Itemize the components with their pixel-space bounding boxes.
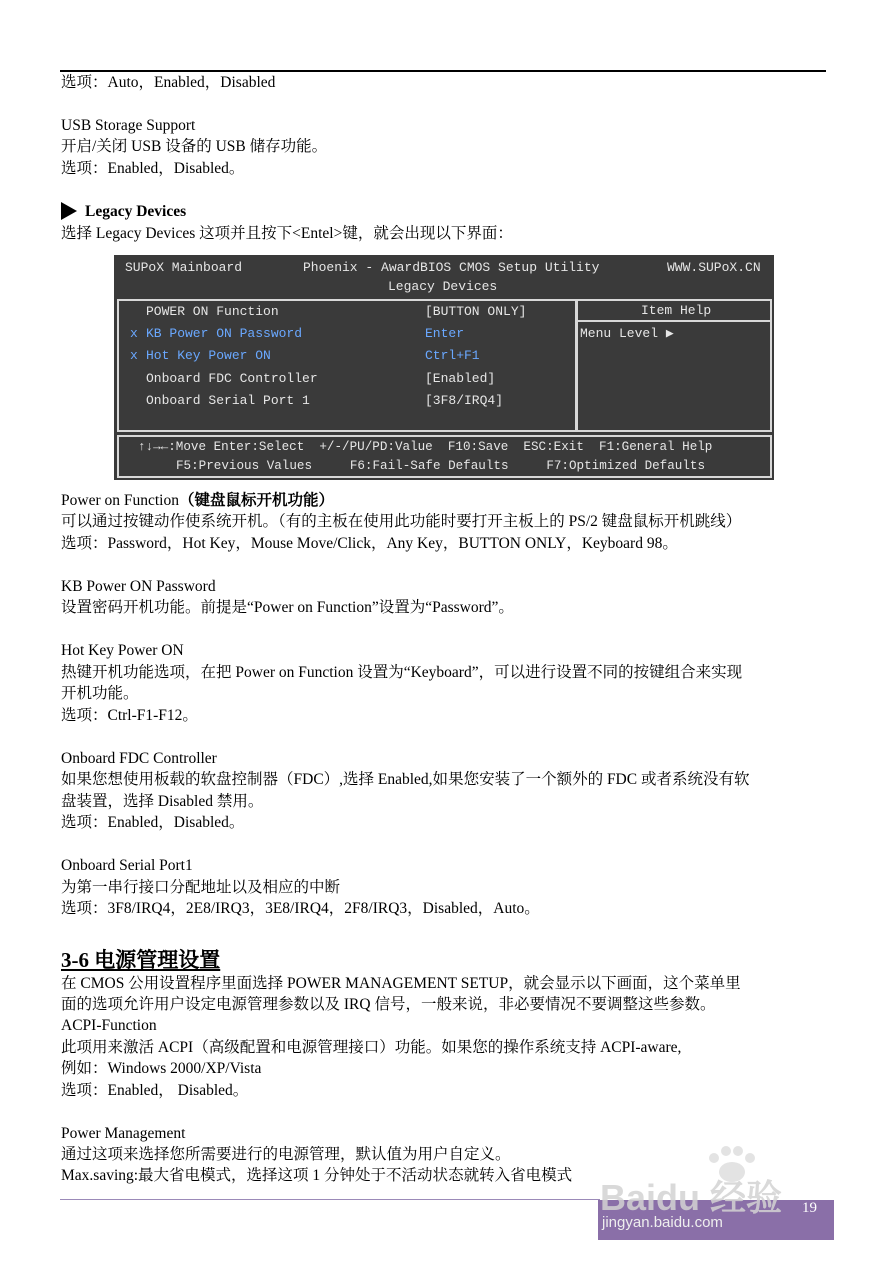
item-title: Onboard FDC Controller — [61, 750, 217, 767]
item-title — [61, 491, 334, 511]
bios-item-kb-power-on-password: KB Power ON Password — [146, 326, 303, 341]
page-number: 19 — [802, 1200, 817, 1216]
bios-footer-keys: ↑↓→←:Move Enter:Select +/-/PU/PD:Value F10:Save ESC:Exit F1:General Help — [138, 440, 713, 454]
bios-item-value[interactable]: [Enabled] — [425, 371, 496, 386]
menu-level-text: Menu Level — [580, 326, 659, 341]
power-on-title: Power on Function — [61, 492, 179, 509]
bios-item-power-on-function[interactable]: POWER ON Function — [146, 304, 279, 319]
paragraph-line: 在 CMOS 公用设置程序里面选择 POWER MANAGEMENT SETUP，就会显示以下画面，这个菜单里 — [61, 975, 741, 992]
bios-brand: SUPoX Mainboard — [125, 260, 243, 275]
item-title: USB Storage Support — [61, 117, 196, 134]
paragraph-line: 开启/关闭 USB 设备的 USB 储存功能。 — [61, 138, 328, 155]
options-line: 选项：3F8/IRQ4，2E8/IRQ3，3E8/IRQ4，2F8/IRQ3，Disabled，Auto。 — [61, 900, 540, 917]
legacy-devices-heading — [61, 202, 186, 222]
bios-item-marker: x — [130, 326, 138, 341]
bios-item-value[interactable]: [BUTTON ONLY] — [425, 304, 527, 319]
bios-item-onboard-fdc[interactable]: Onboard FDC Controller — [146, 371, 318, 386]
paragraph-line: 可以通过按键动作使系统开机。（有的主板在使用此功能时要打开主板上的 PS/2 键盘鼠标开机跳线） — [61, 513, 742, 530]
item-title: Onboard Serial Port1 — [61, 857, 193, 874]
help-title: Item Help — [641, 303, 712, 318]
bullet-arrow-icon — [61, 202, 77, 220]
bios-footer-defaults: F5:Previous Values F6:Fail-Safe Defaults F7:Optimized Defaults — [176, 459, 706, 473]
watermark-logo: Baidu 经验 — [600, 1177, 783, 1218]
section-title: 3-6 电源管理设置 — [61, 948, 221, 972]
options-line: 选项：Auto，Enabled，Disabled — [61, 74, 276, 91]
power-on-title-cn: （键盘鼠标开机功能） — [178, 492, 334, 509]
top-rule — [60, 70, 826, 72]
options-line: 选项：Enabled，Disabled。 — [61, 160, 245, 177]
paragraph-line: 盘装置，选择 Disabled 禁用。 — [61, 793, 264, 810]
paragraph-line: 如果您想使用板载的软盘控制器（FDC）,选择 Enabled,如果您安装了一个额外的 FDC 或者系统没有软 — [61, 771, 750, 788]
bios-item-value[interactable]: [3F8/IRQ4] — [425, 393, 504, 408]
paragraph-line: 为第一串行接口分配地址以及相应的中断 — [61, 879, 341, 896]
bios-utility-title: Phoenix - AwardBIOS CMOS Setup Utility — [303, 260, 600, 275]
paragraph-line: 例如：Windows 2000/XP/Vista — [61, 1060, 262, 1077]
bios-subtitle: Legacy Devices — [388, 279, 498, 294]
paragraph-line: 开机功能。 — [61, 685, 139, 702]
paragraph-line: 设置密码开机功能。前提是“Power on Function”设置为“Password”。 — [61, 599, 514, 616]
menu-level-arrow-icon: ▶ — [665, 326, 674, 341]
bios-item-hot-key-power-on: Hot Key Power ON — [146, 348, 271, 363]
item-title: Hot Key Power ON — [61, 642, 184, 659]
bios-help-panel — [576, 299, 772, 432]
help-separator — [578, 320, 770, 322]
paragraph-line: Max.saving:最大省电模式，选择这项 1 分钟处于不活动状态就转入省电模式 — [61, 1167, 573, 1184]
legacy-heading-label: Legacy Devices — [85, 203, 187, 220]
paragraph-line: 热键开机功能选项，在把 Power on Function 设置为“Keyboard”，可以进行设置不同的按键组合来实现 — [61, 664, 743, 681]
paragraph-line: 面的选项允许用户设定电源管理参数以及 IRQ 信号，一般来说，非必要情况不要调整这些参数。 — [61, 996, 716, 1013]
paragraph-line: 此项用来激活 ACPI（高级配置和电源管理接口）功能。如果您的操作系统支持 ACPI-aware, — [61, 1039, 682, 1056]
paragraph-line: 选择 Legacy Devices 这项并且按下<Entel>键，就会出现以下界面： — [61, 225, 513, 242]
options-line: 选项：Password，Hot Key，Mouse Move/Click，Any Key，BUTTON ONLY，Keyboard 98。 — [61, 535, 678, 552]
item-title: Power Management — [61, 1125, 186, 1142]
bios-screen — [114, 255, 774, 480]
bottom-rule — [60, 1199, 600, 1200]
options-line: 选项：Ctrl-F1-F12。 — [61, 707, 198, 724]
menu-level-label — [580, 326, 674, 341]
bios-item-value: Ctrl+F1 — [425, 348, 480, 363]
bios-item-value: Enter — [425, 326, 465, 341]
bios-site: WWW.SUPoX.CN — [667, 260, 761, 275]
watermark-url: jingyan.baidu.com — [602, 1214, 723, 1231]
bios-item-onboard-serial-port[interactable]: Onboard Serial Port 1 — [146, 393, 310, 408]
options-line: 选项：Enabled，Disabled。 — [61, 814, 245, 831]
paragraph-line: 通过这项来选择您所需要进行的电源管理，默认值为用户自定义。 — [61, 1146, 511, 1163]
options-line: 选项：Enabled， Disabled。 — [61, 1082, 249, 1099]
item-title: KB Power ON Password — [61, 578, 216, 595]
item-title: ACPI-Function — [61, 1017, 157, 1034]
bios-item-marker: x — [130, 348, 138, 363]
